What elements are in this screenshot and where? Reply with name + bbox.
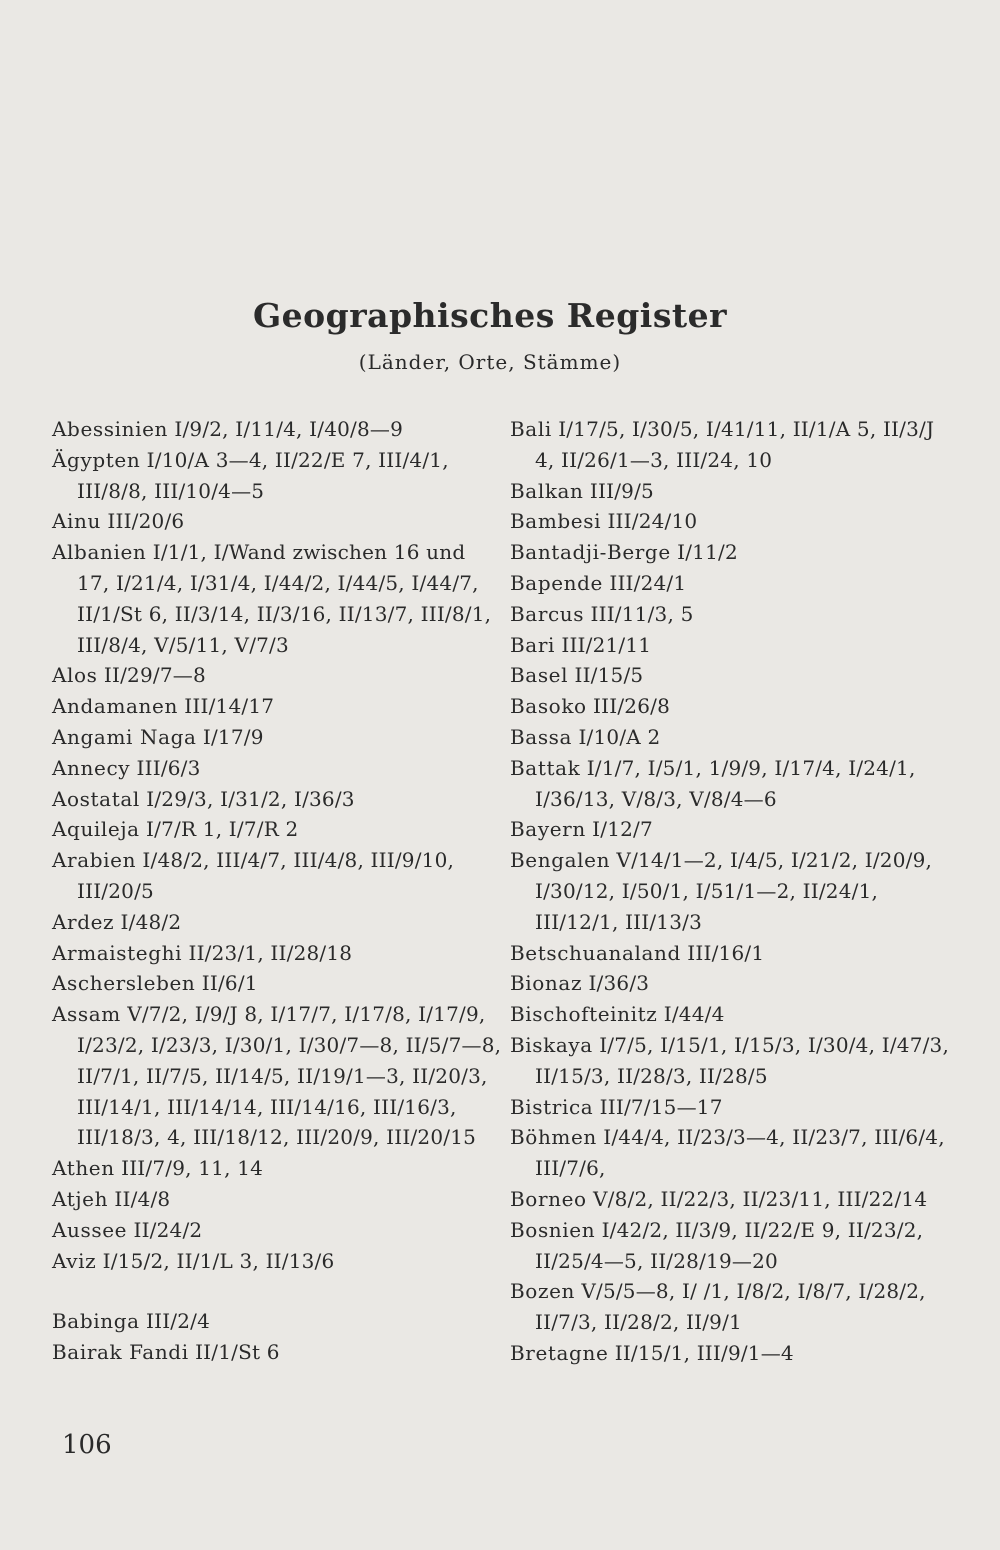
entry-references: II/15/1, III/9/1—4 [614,1340,794,1365]
entry-references: I/44/4, II/23/3—4, II/23/7, III/6/4, III/7/6, [535,1125,945,1181]
register-entry [52,722,502,753]
entry-references: III/24/10 [607,509,698,534]
entry-references: I/15/2, II/1/L 3, II/13/6 [102,1248,335,1273]
register-entry [510,1184,960,1215]
entry-references: III/21/11 [561,632,652,657]
register-entry [510,414,960,476]
entry-references: I/17/9 [202,724,264,749]
entry-name: Betschuanaland [510,940,681,965]
entry-references: V/14/1—2, I/4/5, I/21/2, I/20/9, I/30/12, I/50/1, I/51/1—2, II/24/1, III/12/1, III/13/3 [535,848,933,934]
register-entry [510,506,960,537]
entry-name: Angami Naga [52,724,197,749]
entry-name: Abessinien [52,417,168,441]
register-entry [510,691,960,722]
register-entry [52,845,502,907]
entry-name: Borneo [510,1186,587,1211]
entry-references: II/15/5 [574,663,644,688]
entry-references: I/11/2 [677,540,738,565]
entry-references: I/10/A 3—4, II/22/E 7, III/4/1, III/8/8, III/10/4—5 [77,447,449,503]
register-entry [510,599,960,630]
entry-references: I/17/5, I/30/5, I/41/11, II/1/A 5, II/3/J 4, II/26/1—3, III/24, 10 [535,417,935,472]
entry-name: Bassa [510,724,573,749]
entry-references: V/8/2, II/22/3, II/23/11, III/22/14 [593,1186,928,1211]
entry-name: Bairak Fandi [52,1340,189,1365]
register-entry [510,1276,960,1338]
register-entry [52,1246,502,1277]
entry-name: Aviz [52,1248,97,1273]
register-entry [52,414,502,445]
entry-references: V/7/2, I/9/J 8, I/17/7, I/17/8, I/17/9, I/23/2, I/23/3, I/30/1, I/30/7—8, II/5/7—8, II/7/1, II/7/5, II/14/5, II/19/1—3, II/20/3, III/14/1, III/14/14, III/14/16, III/16/3, III/18/3, 4, III/18/12, III/20/9, III/20/15 [77,1002,502,1150]
register-entry [52,445,502,507]
entry-references: I/7/5, I/15/1, I/15/3, I/30/4, I/47/3, II/15/3, II/28/3, II/28/5 [535,1032,950,1088]
entry-references: V/5/5—8, I/ /1, I/8/2, I/8/7, I/28/2, II/7/3, II/28/2, II/9/1 [535,1279,926,1335]
register-entry [52,506,502,537]
entry-references: III/26/8 [593,694,670,719]
register-entry [52,1306,502,1337]
entry-name: Böhmen [510,1125,597,1150]
register-entry [510,1030,960,1092]
entry-name: Basoko [510,694,587,719]
register-entry [52,537,502,660]
entry-name: Bali [510,417,552,441]
register-entry [510,537,960,568]
register-entry [52,660,502,691]
entry-name: Albanien [52,540,147,565]
register-entry [52,753,502,784]
entry-references: II/4/8 [114,1186,171,1211]
entry-references: I/42/2, II/3/9, II/22/E 9, II/23/2, II/25/4—5, II/28/19—20 [535,1217,924,1273]
entry-name: Annecy [52,755,131,780]
entry-name: Balkan [510,478,584,503]
register-entry [510,660,960,691]
entry-references: I/7/R 1, I/7/R 2 [146,817,299,842]
entry-name: Bayern [510,817,586,842]
register-entry [510,1092,960,1123]
entry-name: Bretagne [510,1340,609,1365]
page-subtitle: (Länder, Orte, Stämme) [358,350,622,374]
entry-references: III/7/9, 11, 14 [121,1156,264,1181]
register-entry [510,722,960,753]
register-entry [52,1184,502,1215]
entry-references: III/7/15—17 [599,1094,723,1119]
entry-references: III/14/17 [184,694,275,719]
entry-references: III/6/3 [136,755,201,780]
entry-references: II/29/7—8 [103,663,206,688]
entry-name: Aostatal [52,786,140,811]
entry-references: I/29/3, I/31/2, I/36/3 [146,786,355,811]
register-entry [510,753,960,815]
register-entry [510,814,960,845]
register-entry [52,1215,502,1246]
entry-name: Aschersleben [52,971,196,996]
entry-name: Bosnien [510,1217,596,1242]
entry-references: II/1/St 6 [195,1340,280,1365]
entry-name: Bistrica [510,1094,594,1119]
register-entry [510,568,960,599]
entry-name: Battak [510,755,581,780]
entry-name: Aussee [52,1217,128,1242]
entry-name: Athen [52,1156,115,1181]
page-number: 106 [62,1430,112,1460]
entry-name: Bapende [510,570,603,595]
register-entry [52,999,502,1153]
register-entry [510,968,960,999]
entry-references: I/44/4 [663,1002,725,1027]
entry-name: Assam [52,1002,121,1027]
entry-references: III/16/1 [687,940,765,965]
entry-name: Bambesi [510,509,602,534]
entry-name: Bozen [510,1279,575,1304]
entry-references: II/6/1 [201,971,258,996]
register-entry [52,1153,502,1184]
entry-references: III/11/3, 5 [590,601,694,626]
register-entry [510,1122,960,1184]
entry-name: Bantadji-Berge [510,540,671,565]
register-entry [52,814,502,845]
entry-name: Barcus [510,601,585,626]
entry-references: II/24/2 [133,1217,203,1242]
register-entry [510,1338,960,1369]
entry-references: I/1/1, I/Wand zwischen 16 und 17, I/21/4, I/31/4, I/44/2, I/44/5, I/44/7, II/1/St 6, II/3/14, II/3/16, II/13/7, III/8/1, III/8/4, V/5/11, V/7/3 [77,540,492,657]
entry-references: I/1/7, I/5/1, 1/9/9, I/17/4, I/24/1, I/36/13, V/8/3, V/8/4—6 [535,755,916,811]
entry-references: I/12/7 [592,817,653,842]
entry-references: I/48/2, III/4/7, III/4/8, III/9/10, III/20/5 [77,848,455,903]
entry-name: Atjeh [52,1186,109,1211]
entry-references: III/20/6 [107,509,185,534]
register-entry [510,938,960,969]
entry-references: I/9/2, I/11/4, I/40/8—9 [174,417,404,441]
register-entry [510,845,960,937]
entry-name: Arabien [52,848,137,873]
register-entry [52,968,502,999]
entry-references: I/48/2 [120,909,182,934]
entry-references: III/9/5 [589,478,654,503]
right-column [510,414,960,1369]
letter-section-gap [52,1276,502,1306]
entry-name: Biskaya [510,1032,593,1057]
entry-name: Bischofteinitz [510,1002,658,1027]
register-entry [52,907,502,938]
entry-name: Babinga [52,1309,140,1334]
entry-name: Andamanen [52,694,178,719]
entry-name: Armaisteghi [52,940,183,965]
register-entry [510,999,960,1030]
entry-name: Bari [510,632,555,657]
entry-name: Bionaz [510,971,583,996]
page-title: Geographisches Register [252,296,728,335]
left-column [52,414,502,1368]
entry-name: Basel [510,663,569,688]
entry-name: Aquileja [52,817,140,842]
register-entry [52,784,502,815]
entry-references: I/36/3 [588,971,650,996]
register-entry [510,630,960,661]
entry-name: Ainu [52,509,102,534]
entry-references: II/23/1, II/28/18 [188,940,353,965]
entry-references: III/24/1 [609,570,687,595]
register-entry [510,1215,960,1277]
register-entry [52,938,502,969]
entry-references: I/10/A 2 [578,724,661,749]
register-entry [52,1337,502,1368]
register-entry [52,691,502,722]
entry-name: Bengalen [510,848,611,873]
entry-name: Alos [52,663,98,688]
register-entry [510,476,960,507]
entry-name: Ägypten [52,447,141,472]
entry-references: III/2/4 [146,1309,211,1334]
entry-name: Ardez [52,909,115,934]
